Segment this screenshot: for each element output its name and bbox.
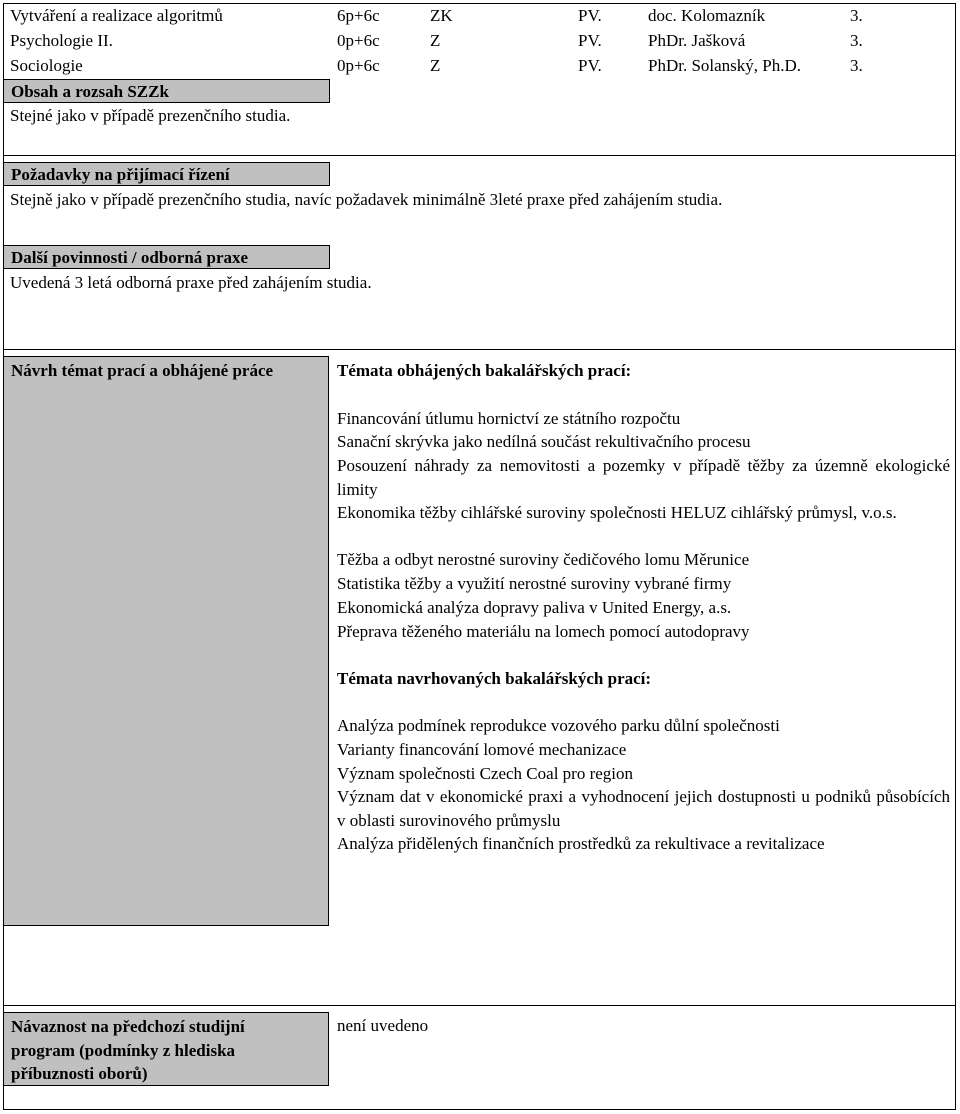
course-type: PV. [578, 6, 602, 25]
list-item: Ekonomika těžby cihlářské suroviny společnosti HELUZ cihlářský průmysl, v.o.s. [337, 503, 897, 522]
list-item: Analýza přidělených finančních prostředků za rekultivace a revitalizace [337, 834, 825, 853]
defended-heading: Témata obhájených bakalářských prací: [337, 361, 632, 380]
course-hours: 0p+6c [337, 31, 380, 50]
list-item: Analýza podmínek reprodukce vozového parku důlní společnosti [337, 716, 780, 735]
continuity-label: Návaznost na předchozí studijní program (podmínky z hlediska příbuznosti oborů) [11, 1017, 245, 1083]
list-item: Význam společnosti Czech Coal pro region [337, 764, 634, 783]
szzk-text: Stejné jako v případě prezenčního studia. [10, 106, 291, 125]
practice-text: Uvedená 3 letá odborná praxe před zahájením studia. [10, 273, 372, 292]
list-item: Ekonomická analýza dopravy paliva v United Energy, a.s. [337, 598, 732, 617]
divider [3, 155, 956, 156]
continuity-value: není uvedeno [337, 1016, 429, 1035]
list-item: Financování útlumu hornictví ze státního rozpočtu [337, 409, 681, 428]
list-item: Sanační skrývka jako nedílná součást rekultivačního procesu [337, 432, 751, 451]
proposed-heading: Témata navrhovaných bakalářských prací: [337, 669, 652, 688]
divider [3, 349, 956, 350]
list-item: Statistika těžby a využití nerostné suroviny vybrané firmy [337, 574, 732, 593]
course-hours: 6p+6c [337, 6, 380, 25]
szzk-heading: Obsah a rozsah SZZk [3, 79, 330, 103]
course-year: 3. [850, 56, 863, 75]
course-year: 3. [850, 6, 863, 25]
admission-heading: Požadavky na přijímací řízení [3, 162, 330, 186]
course-teacher: PhDr. Solanský, Ph.D. [648, 56, 802, 75]
course-hours: 0p+6c [337, 56, 380, 75]
course-year: 3. [850, 31, 863, 50]
list-item: Přeprava těženého materiálu na lomech pomocí autodopravy [337, 622, 750, 641]
theses-label: Návrh témat prací a obhájené práce [11, 361, 274, 380]
list-item: Posouzení náhrady za nemovitosti a pozemky v případě těžby za územně ekologické limity [337, 456, 950, 499]
course-name: Sociologie [10, 56, 83, 75]
course-completion: Z [430, 31, 441, 50]
course-teacher: doc. Kolomazník [648, 6, 766, 25]
admission-text: Stejně jako v případě prezenčního studia, navíc požadavek minimálně 3leté praxe před zahájením studia. [10, 190, 723, 209]
course-teacher: PhDr. Jašková [648, 31, 746, 50]
course-type: PV. [578, 31, 602, 50]
course-type: PV. [578, 56, 602, 75]
course-completion: Z [430, 56, 441, 75]
practice-heading: Další povinnosti / odborná praxe [3, 245, 330, 269]
course-name: Vytváření a realizace algoritmů [10, 6, 223, 25]
list-item: Těžba a odbyt nerostné suroviny čedičového lomu Měrunice [337, 550, 750, 569]
list-item: Varianty financování lomové mechanizace [337, 740, 627, 759]
theses-label-cell [3, 356, 329, 926]
course-name: Psychologie II. [10, 31, 113, 50]
list-item: Význam dat v ekonomické praxi a vyhodnocení jejich dostupnosti u podniků působících v oblasti surovinového průmyslu [337, 787, 950, 830]
course-completion: ZK [430, 6, 453, 25]
continuity-label-cell [3, 1012, 329, 1086]
divider [3, 1005, 956, 1006]
